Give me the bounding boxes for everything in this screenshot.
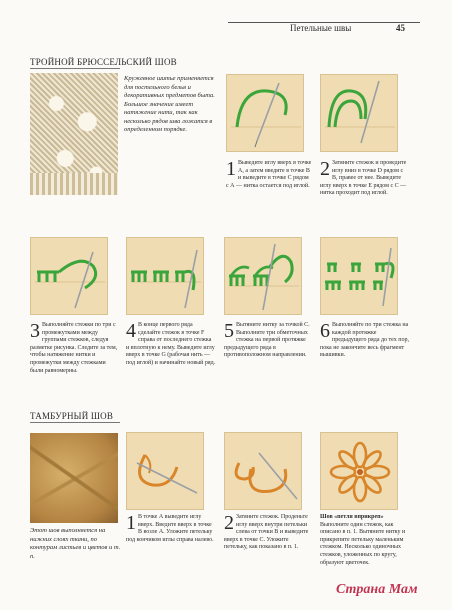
section-title-brussels: ТРОЙНОЙ БРЮССЕЛЬСКИЙ ШОВ xyxy=(30,57,177,67)
brussels-step-4: 4 В конце первого ряда сделайте стежок в точке F справа от последнего стежка и вплотную к нему. Выведите иглу вверх в точке G (рабочая нить — под иглой) и начинайте новый ряд. xyxy=(126,320,216,366)
diagram-step-3 xyxy=(30,237,108,315)
lace-photo xyxy=(30,73,118,195)
detached-chain-title: Шов «петля вприкреп» xyxy=(320,514,384,520)
site-watermark: Страна Мам xyxy=(336,582,418,597)
diagram-step-2 xyxy=(320,74,398,152)
chain-diagram-step-2 xyxy=(224,432,302,510)
brussels-step-5: 5 Вытяните нитку за точкой С. Выполните три обметочных стежка на первой протяжке предыдущего ряда в противоположном направлении. xyxy=(224,320,310,359)
chain-step-1: 1 В точке А выведите иглу вверх. Введите вверх в точке В возле А. Уложите петельку под кончиком иглы справа налево. xyxy=(126,512,214,543)
chain-diagram-flower xyxy=(320,432,398,510)
diagram-step-6 xyxy=(320,237,398,315)
chain-step-2: 2 Затяните стежок. Проденьте иглу вверх внутри петельки слева от точки В и выведите вверх в точке С. Уложите петельку, как показано в п. 1. xyxy=(224,512,309,551)
chain-diagram-step-1 xyxy=(126,432,204,510)
brussels-step-1: 1 Выведите иглу вверх в точке А, а затем введите в точке В и выведите в точке С рядом с А — нитка остается под иглой. xyxy=(226,158,312,189)
diagram-step-1 xyxy=(226,74,304,152)
brussels-step-2: 2 Затяните стежок и проведите иглу вниз в точке D рядом с В, правее от нее. Выведите иглу вверх в точке Е рядом с С — нитка проходит под иглой. xyxy=(320,158,407,197)
section-rule xyxy=(30,68,120,69)
section-rule xyxy=(30,422,120,423)
page-number: 45 xyxy=(396,23,405,33)
leaf-caption: Этот шов выполняется на нижних слоях ткани, по контурам листьев и цветов и т. п. xyxy=(30,527,121,560)
chain-step-detached: Шов «петля вприкреп» Выполните один стежок, как описано в п. 1. Вытяните нитку и прикрепите петельку маленьким стежком. Несколько одиночных стежков, уложенных по кругу, образуют цветочек. xyxy=(320,514,406,566)
section-title-chain: ТАМБУРНЫЙ ШОВ xyxy=(30,411,114,421)
brussels-step-6: 6 Выполняйте по три стежка на каждой протяжке предыдущего ряда до тех пор, пока не закончите весь фрагмент вышивки. xyxy=(320,320,409,359)
running-head: Петельные швы xyxy=(290,23,352,33)
lace-caption: Кружевное шитье применяется для постельного белья и декоративных предметов быта. Большое значение имеет натяжение нити, так как несколько рядов шва ложатся в определенном порядке. xyxy=(124,75,215,133)
diagram-step-4 xyxy=(126,237,204,315)
leaf-photo xyxy=(30,433,118,523)
brussels-step-3: 3 Выполняйте стежки по три с промежутками между группами стежков, следуя разметке рисунка. Следите за тем, чтобы натяжение нитки и промежутки между стежками были равномерны. xyxy=(30,320,118,374)
diagram-step-5 xyxy=(224,237,302,315)
